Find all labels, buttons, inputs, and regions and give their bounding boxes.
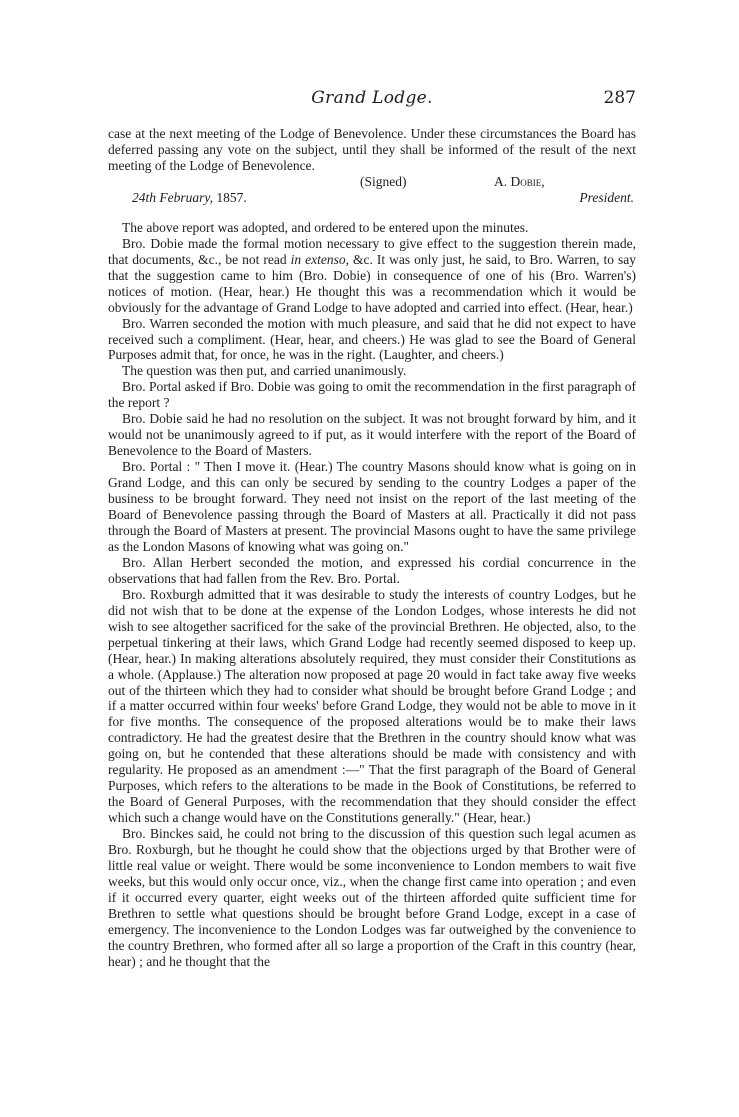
paragraph-text: Bro. Dobie made the formal motion necessary to give effect to the suggestion therein made, that documents, &c., be not read (108, 235, 636, 267)
body-text (108, 126, 636, 970)
signer-role: President. (579, 189, 634, 205)
paragraph: Bro. Dobie said he had no resolution on the subject. It was not brought forward by him, and it would not be unanimously agreed to if put, as it would interfere with the report of the Board of Benevolence to the Board of Masters. (108, 411, 636, 459)
signed-label: (Signed) (360, 173, 407, 189)
paragraph: Bro. Warren seconded the motion with much pleasure, and said that he did not expect to have received such a compliment. (Hear, hear, and cheers.) He was glad to see the Board of General Purposes admit that, for once, he was in the right. (Laughter, and cheers.) (108, 315, 636, 363)
page-number: 287 (603, 88, 636, 108)
running-title: Grand Lodge. (311, 88, 433, 108)
report-date (132, 190, 247, 206)
paragraph: The above report was adopted, and ordered to be entered upon the minutes. (122, 219, 529, 235)
paragraph: Bro. Binckes said, he could not bring to the discussion of this question such legal acumen as Bro. Roxburgh, but he thought he could show that the objections urged by that Brother were of little real value or weight. There would be some inconvenience to London members to wait five weeks, but this would only occur once, viz., when the change first came into operation ; and even if it occurred every quarter, eight weeks out of the thirteen afforded quite sufficient time for Brethren to settle what questions should be brought before Grand Lodge, except in a case of emergency. The inconvenience to the London Lodges was far outweighed by the convenience to the country Brethren, who formed after all so large a proportion of the Craft in this country (hear, hear) ; and he thought that the (108, 826, 636, 969)
paragraph (108, 236, 636, 316)
report-date-day: 24th February, (132, 189, 213, 205)
paragraph: The question was then put, and carried unanimously. (122, 363, 407, 379)
paragraph: Bro. Allan Herbert seconded the motion, and expressed his cordial concurrence in the observations that had fallen from the Rev. Bro. Portal. (108, 554, 636, 586)
report-end-paragraph: case at the next meeting of the Lodge of Benevolence. Under these circumstances the Board has deferred passing any vote on the subject, until they shall be informed of the result of the next meeting of the Lodge of Benevolence. (108, 126, 636, 173)
section-gap (108, 206, 636, 220)
signature-block (108, 174, 636, 206)
report-date-year: 1857. (216, 189, 247, 205)
italic-phrase: in extenso, (290, 251, 349, 267)
paragraph-text: &c. It was only just, he said, to Bro. Warren, to say that the suggestion came to him (Bro. Dobie) in consequence of one of his (Bro. Warren's) notices of motion. (Hear, hear.) He thought this was a recommendation which it would be obviously for the advantage of Grand Lodge to have adopted and carried into effect. (Hear, hear.) (108, 251, 636, 315)
paragraph: Bro. Portal asked if Bro. Dobie was going to omit the recommendation in the first paragraph of the report ? (108, 379, 636, 411)
signer-name: A. Dobie, (494, 173, 545, 189)
paragraph: Bro. Portal : " Then I move it. (Hear.) The country Masons should know what is going on in Grand Lodge, and this can only be secured by sending to the country Lodges a paper of the business to be brought forward. They need not insist on the report of the last meeting of the Board of Benevolence passing through the Board of Masters at all. Practically it did not pass through the Board of Masters at present. The provincial Masons ought to have the same privilege as the London Masons of knowing what was going on." (108, 459, 636, 554)
page-header (108, 88, 636, 112)
paragraph: Bro. Roxburgh admitted that it was desirable to study the interests of country Lodges, but he did not wish that to be done at the expense of the London Lodges, whose interests he did not wish to see altogether sacrificed for the sake of the provincial Brethren. He objected, also, to the perpetual tinkering at their laws, which Grand Lodge had recently seemed disposed to keep up. (Hear, hear.) In making alterations absolutely required, they must consider their Constitutions as a whole. (Applause.) The alteration now proposed at page 20 would in fact take away five weeks out of the thirteen which they had to consider what should be brought before Grand Lodge ; and if a matter occurred within four weeks' before Grand Lodge, they would not be able to move in it for five months. The consequence of the proposed alterations would be to make their laws contradictory. He had the greatest desire that the Brethren in the country should know what was going on, but he contended that these alterations should be made with consistency and with regularity. He proposed as an amendment :—" That the first paragraph of the Board of General Purposes, which refers to the alterations to be made in the Book of Constitutions, be referred to the Board of General Purposes, with the recommendation that they should consider the effect which such a change would have on the Constitutions generally." (Hear, hear.) (108, 586, 636, 826)
